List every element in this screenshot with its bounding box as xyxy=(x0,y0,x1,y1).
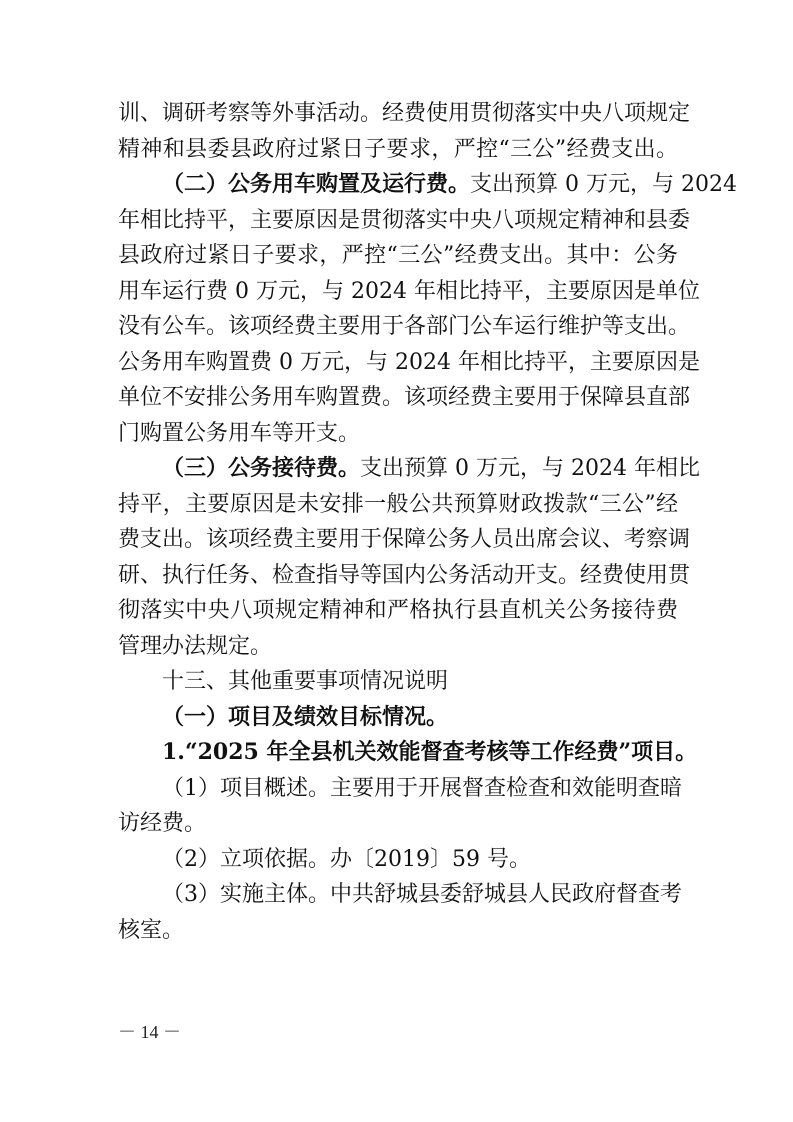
text-line: 县政府过紧日子要求，严控“三公”经费支出。其中：公务 xyxy=(118,243,678,268)
text-line: 费支出。该项经费主要用于保障公务人员出席会议、考察调 xyxy=(118,527,691,552)
page-number: － 14 － xyxy=(118,1022,181,1042)
text-line xyxy=(118,167,737,203)
text-line: 没有公车。该项经费主要用于各部门公车运行维护等支出。 xyxy=(118,314,691,339)
project-heading: 1.“2025 年全县机关效能督查考核等工作经费”项目。 xyxy=(162,739,698,765)
text-line: 单位不安排公务用车购置费。该项经费主要用于保障县直部 xyxy=(118,385,691,410)
text-line: 持平，主要原因是未安排一般公共预算财政拨款“三公”经 xyxy=(118,491,678,517)
text-line: 精神和县委县政府过紧日子要求，严控“三公”经费支出。 xyxy=(118,136,678,162)
text-line: 用车运行费 0 万元，与 2024 年相比持平，主要原因是单位 xyxy=(118,278,700,304)
chapter-heading: 十三、其他重要事项情况说明 xyxy=(162,669,449,694)
text-line: 管理办法规定。 xyxy=(118,633,273,659)
text-line xyxy=(118,451,700,487)
section-heading: （三）公务接待费。 xyxy=(162,455,361,481)
text-line: （2）立项依据。办〔2019〕59 号。 xyxy=(162,846,531,872)
section-heading: （二）公务用车购置及运行费。 xyxy=(162,171,471,197)
text-line: 研、执行任务、检查指导等国内公务活动开支。经费使用贯 xyxy=(118,562,691,588)
text-run: 支出预算 0 万元，与 2024 年相比 xyxy=(360,456,700,481)
section-heading: （一）项目及绩效目标情况。 xyxy=(162,703,449,730)
text-run: 支出预算 0 万元，与 2024 xyxy=(470,172,737,197)
text-line: 门购置公务用车等开支。 xyxy=(118,420,361,446)
text-line: 公务用车购置费 0 万元，与 2024 年相比持平，主要原因是 xyxy=(118,349,700,375)
text-line: 年相比持平，主要原因是贯彻落实中央八项规定精神和县委 xyxy=(118,207,691,233)
text-line: 彻落实中央八项规定精神和严格执行县直机关公务接待费 xyxy=(118,598,678,623)
text-line: 访经费。 xyxy=(118,811,207,836)
text-line: 核室。 xyxy=(118,917,185,943)
text-line: （1）项目概述。主要用于开展督查检查和效能明查暗 xyxy=(162,775,682,801)
text-line: （3）实施主体。中共舒城县委舒城县人民政府督查考 xyxy=(162,882,682,907)
document-body xyxy=(118,96,737,948)
text-line: 训、调研考察等外事活动。经费使用贯彻落实中央八项规定 xyxy=(118,101,691,126)
